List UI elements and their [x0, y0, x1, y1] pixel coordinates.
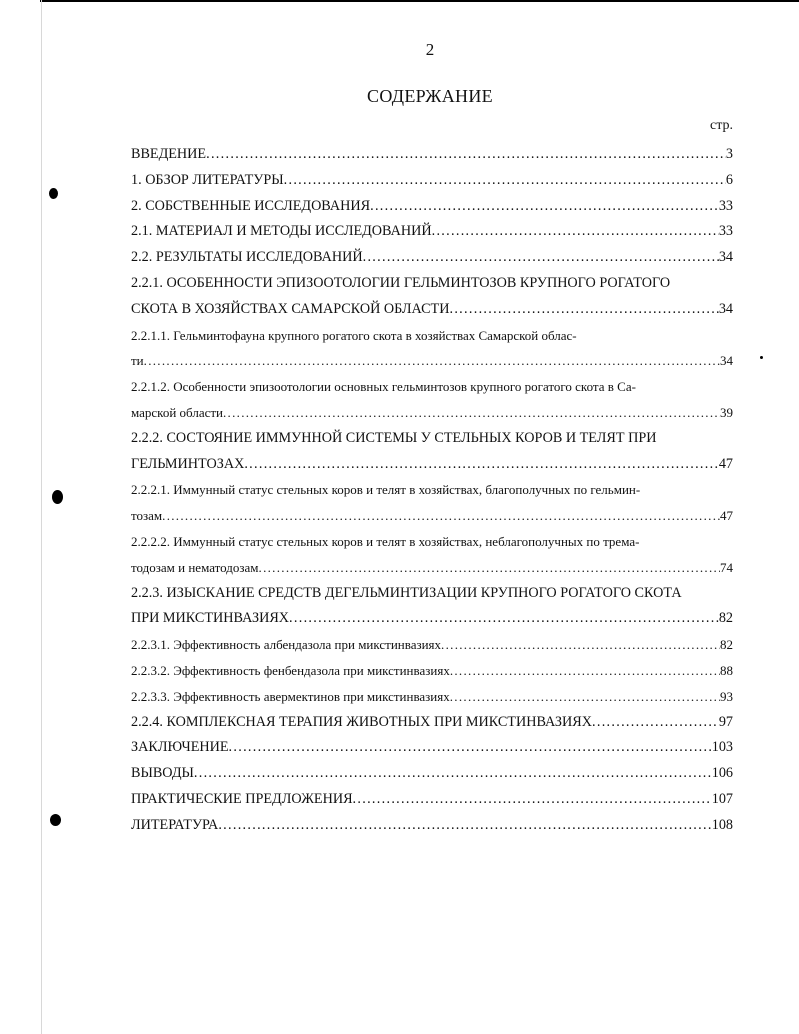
dot-leader	[194, 761, 712, 787]
toc-entry-label: 2.2.4. КОМПЛЕКСНАЯ ТЕРАПИЯ ЖИВОТНЫХ ПРИ МИКСТИНВАЗИЯХ	[131, 713, 592, 730]
toc-entry-page: 82	[718, 610, 733, 627]
toc-entry-page: 107	[711, 790, 733, 807]
toc-entry-prakt[interactable]	[131, 787, 733, 813]
dot-leader	[353, 787, 712, 813]
toc-entry-label-line: 2.2.2.2. Иммунный статус стельных коров и телят в хозяйствах, неблагополучных по трема-	[131, 533, 640, 549]
toc-entry-material[interactable]	[131, 219, 733, 245]
page-title: СОДЕРЖАНИЕ	[367, 86, 493, 106]
toc-entry-page: 33	[718, 197, 733, 214]
toc-entry-label-line: 2.2.1.2. Особенности эпизоотологии основных гельминтозов крупного рогатого скота в Са-	[131, 379, 636, 395]
scan-top-border	[40, 0, 799, 2]
toc-entry-sobstv[interactable]	[131, 194, 733, 220]
toc-entry-page: 82	[720, 637, 733, 653]
toc-entry-label: тозам	[131, 508, 163, 524]
toc-entry-page: 74	[720, 559, 733, 575]
page-column-label: стр.	[709, 118, 733, 133]
toc-entry-label-line: 2.2.1.1. Гельминтофауна крупного рогатого скота в хозяйствах Самарской облас-	[131, 327, 577, 343]
dot-leader	[223, 400, 720, 426]
toc-entry-label: ПРАКТИЧЕСКИЕ ПРЕДЛОЖЕНИЯ	[131, 790, 353, 807]
toc-entry-vyvody[interactable]	[131, 761, 733, 787]
toc-entry-label: ВЫВОДЫ	[131, 765, 194, 782]
toc-entry-vvedenie[interactable]	[131, 142, 733, 168]
dot-leader	[284, 168, 726, 194]
dot-leader	[432, 219, 719, 245]
dot-leader	[441, 632, 720, 658]
toc-entry-2-2-1-2[interactable]	[131, 374, 733, 426]
toc-entry-2-2-2-2[interactable]	[131, 529, 733, 581]
dot-leader	[206, 142, 726, 168]
scan-mark	[760, 356, 763, 359]
dot-leader	[144, 348, 720, 374]
dot-leader	[244, 452, 719, 478]
toc-entry-page: 33	[718, 223, 733, 240]
toc-entry-label: ти	[131, 353, 144, 369]
toc-entry-label-line: 2.2.3. ИЗЫСКАНИЕ СРЕДСТВ ДЕГЕЛЬМИНТИЗАЦИИ КРУПНОГО РОГАТОГО СКОТА	[131, 584, 682, 601]
toc-entry-label: 2.2.3.1. Эффективность албендазола при микстинвазиях	[131, 637, 442, 653]
dot-leader	[289, 606, 719, 632]
toc-entry-label: ЛИТЕРАТУРА	[131, 816, 219, 833]
toc-entry-2-2-3-3[interactable]	[131, 684, 733, 710]
toc-entry-label: ЗАКЛЮЧЕНИЕ	[131, 739, 229, 756]
dot-leader	[450, 658, 720, 684]
toc-entry-page: 108	[711, 816, 733, 833]
dot-leader	[229, 735, 712, 761]
scan-mark	[49, 188, 58, 199]
toc-entry-page: 6	[725, 171, 733, 188]
toc-entry-label: 2.2.3.2. Эффективность фенбендазола при микстинвазиях	[131, 662, 450, 678]
toc-entry-label: марской области	[131, 404, 223, 420]
toc-entry-page: 3	[725, 146, 733, 162]
toc-entry-2-2-3-2[interactable]	[131, 658, 733, 684]
dot-leader	[162, 503, 720, 529]
toc-entry-label: ГЕЛЬМИНТОЗАХ	[131, 455, 245, 472]
toc-entry-label: 2. СОБСТВЕННЫЕ ИССЛЕДОВАНИЯ	[131, 197, 371, 214]
toc-entry-2-2-2[interactable]	[131, 426, 733, 478]
toc-entry-page: 47	[718, 455, 733, 472]
page-number: 2	[425, 40, 435, 59]
toc-entry-zakl[interactable]	[131, 735, 733, 761]
toc-entry-2-2-1-1[interactable]	[131, 323, 733, 375]
toc-entry-page: 106	[711, 765, 733, 782]
dot-leader	[259, 555, 720, 581]
toc-entry-page: 93	[720, 688, 733, 704]
toc-entry-label: ВВЕДЕНИЕ	[131, 146, 207, 162]
toc-entry-obzor[interactable]	[131, 168, 733, 194]
toc-entry-page: 47	[720, 508, 733, 524]
toc-entry-page: 97	[718, 713, 733, 730]
toc-entry-label: СКОТА В ХОЗЯЙСТВАХ САМАРСКОЙ ОБЛАСТИ	[131, 300, 450, 317]
scan-mark	[52, 490, 63, 504]
toc-entry-2-2-1[interactable]	[131, 271, 733, 323]
dot-leader	[370, 194, 719, 220]
toc-entry-label: тодозам и нематодозам	[131, 559, 259, 575]
toc-entry-page: 34	[718, 300, 733, 317]
toc-entry-label-line: 2.2.2. СОСТОЯНИЕ ИММУННОЙ СИСТЕМЫ У СТЕЛЬНЫХ КОРОВ И ТЕЛЯТ ПРИ	[131, 429, 657, 446]
toc-entry-rezultaty[interactable]	[131, 245, 733, 271]
toc-entry-2-2-3[interactable]	[131, 581, 733, 633]
toc-entry-page: 34	[718, 249, 733, 266]
toc-entry-label-line: 2.2.1. ОСОБЕННОСТИ ЭПИЗООТОЛОГИИ ГЕЛЬМИНТОЗОВ КРУПНОГО РОГАТОГО	[131, 274, 671, 291]
scan-left-border	[41, 0, 42, 1034]
toc-entry-label: ПРИ МИКСТИНВАЗИЯХ	[131, 610, 290, 627]
toc-entry-page: 34	[720, 353, 733, 369]
toc-entry-2-2-3-1[interactable]	[131, 632, 733, 658]
toc-entry-label-line: 2.2.2.1. Иммунный статус стельных коров и телят в хозяйствах, благополучных по гельмин-	[131, 482, 641, 498]
toc-entry-2-2-4[interactable]	[131, 710, 733, 736]
toc-entry-2-2-2-1[interactable]	[131, 477, 733, 529]
toc-entry-label: 2.2.3.3. Эффективность авермектинов при микстинвазиях	[131, 688, 450, 704]
dot-leader	[449, 297, 718, 323]
toc-entry-page: 88	[720, 662, 733, 678]
toc-entry-page: 39	[720, 404, 733, 420]
dot-leader	[592, 710, 719, 736]
table-of-contents	[131, 142, 733, 839]
toc-entry-label: 2.1. МАТЕРИАЛ И МЕТОДЫ ИССЛЕДОВАНИЙ	[131, 223, 432, 240]
dot-leader	[363, 245, 719, 271]
toc-entry-page: 103	[711, 739, 733, 756]
dot-leader	[450, 684, 720, 710]
toc-entry-label: 2.2. РЕЗУЛЬТАТЫ ИССЛЕДОВАНИЙ	[131, 249, 363, 266]
scan-mark	[50, 814, 61, 826]
toc-entry-label: 1. ОБЗОР ЛИТЕРАТУРЫ	[131, 171, 284, 188]
toc-entry-lit[interactable]	[131, 813, 733, 839]
dot-leader	[218, 813, 711, 839]
